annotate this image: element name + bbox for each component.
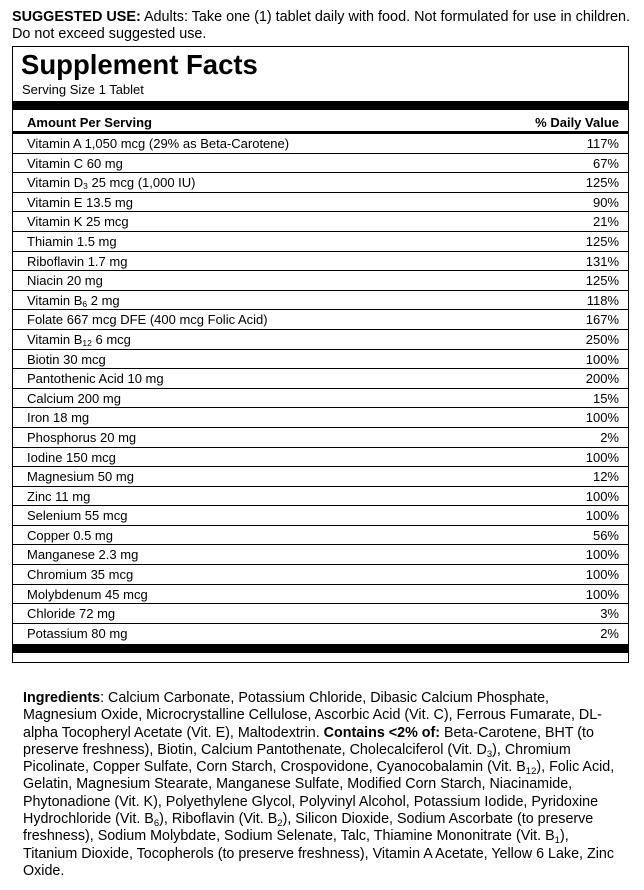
daily-value: 125%	[585, 273, 619, 289]
nutrient-name	[27, 389, 121, 408]
daily-value: 117%	[586, 136, 619, 151]
daily-value: 100%	[585, 410, 619, 426]
nutrient-name-text: Thiamin 1.5 mg	[27, 233, 117, 249]
nutrient-row	[13, 564, 628, 584]
nutrient-name	[27, 252, 127, 271]
nutrient-name	[27, 310, 268, 329]
nutrient-name-text: Manganese 2.3 mg	[27, 547, 139, 563]
nutrient-name-text: Vitamin E 13.5 mg	[27, 194, 133, 210]
daily-value: 3%	[600, 606, 619, 622]
nutrient-name	[27, 448, 116, 467]
nutrient-row	[13, 231, 628, 251]
nutrient-row	[13, 466, 628, 486]
suggested-use	[12, 9, 632, 43]
subscript: 1	[554, 835, 560, 847]
nutrient-name-text: Vitamin K 25 mcg	[27, 214, 129, 230]
bottom-thick-rule	[13, 644, 628, 653]
ingredients-text: : Calcium Carbonate, Potassium Chloride, Dibasic Calcium Phosphate, Magnesium Oxide, Microcrystalline Cellulose, Ascorbic Acid (Vit. C), Ferrous Fumarate, DL-alpha Tocopheryl Acetate (Vit. E), Maltodextrin.	[23, 690, 602, 741]
nutrient-name-text: Vitamin B	[27, 292, 83, 308]
nutrient-name-text: Riboflavin 1.7 mg	[27, 253, 128, 269]
nutrient-row	[13, 270, 628, 290]
nutrient-name-text: Iodine 150 mcg	[27, 449, 116, 465]
nutrient-row	[13, 251, 628, 271]
nutrient-name	[27, 565, 133, 584]
daily-value: 200%	[585, 371, 619, 387]
nutrient-name	[27, 369, 164, 388]
nutrient-row	[13, 447, 628, 467]
daily-value: 100%	[585, 567, 619, 583]
daily-value: 100%	[585, 488, 619, 504]
daily-value: 125%	[585, 233, 619, 249]
nutrient-name-text: Copper 0.5 mg	[27, 527, 113, 543]
nutrient-name-text: Chromium 35 mcg	[27, 567, 134, 583]
nutrient-row	[13, 349, 628, 369]
ingredients-text: Beta-Carotene, BHT (to preserve freshness), Biotin, Calcium Pantothenate, Cholecalciferol (Vit. D	[23, 724, 594, 758]
nutrient-row	[13, 133, 628, 153]
nutrient-row	[13, 290, 628, 310]
nutrient-name	[27, 506, 127, 525]
daily-value: 90%	[592, 194, 619, 210]
subscript: 12	[525, 766, 537, 778]
nutrient-name	[27, 487, 90, 506]
daily-value: 21%	[592, 214, 619, 230]
nutrient-name-text: Molybdenum 45 mcg	[27, 586, 148, 602]
nutrient-name	[27, 193, 133, 212]
nutrient-row	[13, 603, 628, 623]
nutrient-row	[13, 427, 628, 447]
ingredients-paragraph	[23, 690, 623, 880]
nutrient-name-text: 6 mcg	[91, 331, 131, 347]
nutrient-name-text: Zinc 11 mg	[27, 488, 91, 504]
subscript: 6	[153, 818, 160, 830]
nutrient-row	[13, 172, 628, 192]
nutrient-name-text: Folate 667 mcg DFE (400 mcg Folic Acid)	[27, 312, 268, 328]
nutrient-row	[13, 525, 628, 545]
ingredients-text: ), Chromium Picolinate, Copper Sulfate, Corn Starch, Crospovidone, Cyanocobalamin (Vit. B	[23, 741, 571, 776]
daily-value: 100%	[585, 586, 619, 602]
nutrient-name	[27, 624, 127, 643]
table-header	[13, 113, 628, 130]
subscript: 6	[82, 298, 88, 309]
daily-value: 15%	[592, 390, 619, 406]
daily-value: 131%	[585, 253, 619, 269]
nutrient-name	[27, 428, 136, 447]
supplement-facts-panel	[12, 46, 629, 663]
header-daily-value: % Daily Value	[535, 115, 619, 130]
nutrient-name	[27, 134, 289, 153]
nutrient-row	[13, 544, 628, 564]
daily-value: 2%	[600, 429, 619, 445]
daily-value: 12%	[592, 469, 619, 485]
ingredients-text: ), Riboflavin (Vit. B	[159, 811, 278, 828]
nutrient-name-text: Biotin 30 mcg	[27, 351, 106, 367]
nutrient-name	[27, 526, 113, 545]
nutrient-row	[13, 505, 628, 525]
daily-value: 67%	[592, 155, 619, 171]
nutrient-name-text: Vitamin B	[27, 331, 83, 347]
nutrient-name	[27, 330, 131, 349]
nutrient-row	[13, 153, 628, 173]
subscript: 3	[83, 181, 88, 192]
daily-value: 100%	[585, 508, 619, 524]
daily-value: 100%	[585, 449, 619, 465]
ingredients-text: ), Titanium Dioxide, Tocopherols (to preserve freshness), Vitamin A Acetate, Yellow 6 Lake, Zinc Oxide.	[23, 828, 614, 879]
nutrient-name	[27, 291, 120, 310]
nutrient-name	[27, 232, 117, 251]
header-amount: Amount Per Serving	[27, 115, 152, 130]
nutrient-name	[27, 212, 129, 231]
nutrient-name-text: Vitamin C 60 mg	[27, 155, 123, 171]
nutrient-name-text: Chloride 72 mg	[27, 606, 116, 622]
nutrient-row	[13, 584, 628, 604]
ingredients-label: Ingredients	[23, 690, 101, 706]
daily-value: 167%	[585, 312, 619, 328]
ingredients-text: ), Folic Acid, Gelatin, Magnesium Stearate, Manganese Sulfate, Modified Corn Starch, Niacinamide, Phytonadione (Vit. K), Polyethylene Glycol, Polyvinyl Alcohol, Potassium Iodide, Pyridoxine Hydrochloride (Vit. B	[23, 759, 615, 828]
nutrient-name	[27, 604, 115, 623]
serving-size: Serving Size 1 Tablet	[22, 82, 144, 97]
nutrient-name	[27, 467, 134, 486]
nutrient-name-text: Vitamin A 1,050 mcg (29% as Beta-Carotene)	[27, 136, 290, 151]
panel-title: Supplement Facts	[21, 49, 258, 80]
subscript: 12	[82, 337, 92, 348]
daily-value: 118%	[586, 292, 619, 308]
contains-label: Contains <2% of:	[323, 724, 441, 741]
nutrient-name	[27, 545, 138, 564]
suggested-use-label: SUGGESTED USE:	[12, 9, 141, 25]
daily-value: 250%	[585, 331, 619, 347]
daily-value: 56%	[592, 527, 619, 543]
nutrient-row	[13, 388, 628, 408]
nutrient-name-text: Calcium 200 mg	[27, 390, 121, 406]
nutrient-row	[13, 407, 628, 427]
nutrient-name	[27, 154, 123, 173]
nutrient-row	[13, 211, 628, 231]
nutrient-name-text: Pantothenic Acid 10 mg	[27, 371, 164, 387]
nutrient-row	[13, 486, 628, 506]
nutrient-name	[27, 585, 148, 604]
nutrient-row	[13, 623, 628, 643]
nutrient-row	[13, 192, 628, 212]
nutrient-row	[13, 329, 628, 349]
nutrient-name-text: Phosphorus 20 mg	[27, 429, 137, 445]
nutrient-row	[13, 368, 628, 388]
nutrient-name-text: Niacin 20 mg	[27, 273, 103, 289]
subscript: 3	[486, 748, 493, 760]
nutrient-name-text: Selenium 55 mcg	[27, 508, 128, 524]
daily-value: 100%	[585, 351, 619, 367]
nutrient-name-text: Potassium 80 mg	[27, 625, 128, 641]
nutrient-name-text: 25 mcg (1,000 IU)	[87, 175, 196, 191]
ingredients-text: ), Silicon Dioxide, Sodium Ascorbate (to preserve freshness), Sodium Molybdate, Sodium Selenate, Talc, Thiamine Mononitrate (Vit. B	[23, 811, 594, 845]
nutrient-name	[27, 408, 89, 427]
nutrient-name	[27, 271, 103, 290]
nutrient-name-text: 2 mg	[87, 292, 120, 308]
nutrient-table	[13, 133, 628, 642]
nutrient-name	[27, 173, 196, 192]
nutrient-name	[27, 350, 106, 369]
nutrient-name-text: Iron 18 mg	[27, 410, 90, 426]
daily-value: 2%	[600, 625, 619, 641]
daily-value: 100%	[585, 547, 619, 563]
daily-value: 125%	[585, 175, 619, 191]
nutrient-name-text: Vitamin D	[27, 175, 84, 191]
suggested-use-text: Adults: Take one (1) tablet daily with food. Not formulated for use in children. Do not exceed suggested use.	[12, 9, 631, 42]
nutrient-row	[13, 309, 628, 329]
top-thick-rule	[13, 101, 628, 110]
subscript: 2	[277, 818, 283, 830]
nutrient-name-text: Magnesium 50 mg	[27, 469, 134, 485]
